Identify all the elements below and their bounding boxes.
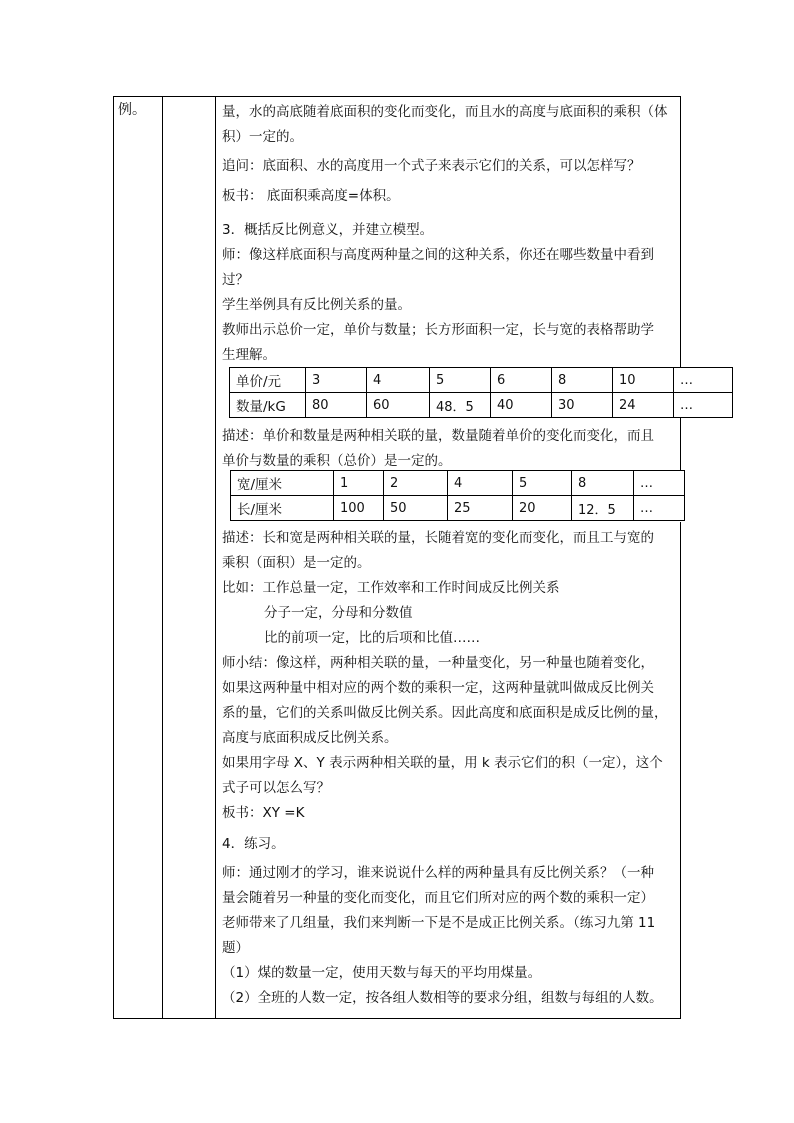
lesson-content-lower [222, 526, 680, 1011]
table-cell: … [634, 496, 685, 521]
table-cell: 2 [384, 471, 448, 496]
table-cell: … [634, 471, 685, 496]
table-border-right [680, 96, 681, 368]
table-cell: 24 [613, 393, 674, 418]
text-line: 高度与底面积成反比例关系。 [222, 730, 398, 746]
text-line: 积）一定的。 [222, 129, 303, 145]
text-line: 描述：长和宽是两种相关联的量，长随着宽的变化而变化，而且工与宽的 [222, 530, 654, 546]
text-line: 师：像这样底面积与高度两种量之间的这种关系，你还在哪些数量中看到 [222, 247, 654, 263]
table-border-bottom [113, 1018, 681, 1019]
exercise-item: （2）全班的人数一定，按各组人数相等的要求分组，组数与每组的人数。 [222, 990, 663, 1006]
text-line: 过？ [222, 272, 249, 288]
text-line: 比如：工作总量一定，工作效率和工作时间成反比例关系 [222, 580, 560, 596]
table-border-right-bottom [680, 522, 681, 1019]
text-line: 题） [222, 940, 249, 956]
table-cell: 12．5 [572, 496, 634, 521]
exercise-item: （1）煤的数量一定，使用天数与每天的平均用煤量。 [222, 965, 542, 981]
table-border-left [113, 96, 114, 1019]
table-row [230, 368, 733, 393]
table-cell: 8 [552, 368, 613, 393]
text-line: 比的前项一定，比的后项和比值…… [264, 630, 480, 646]
lesson-content-upper [222, 100, 680, 368]
table-cell: 80 [306, 393, 367, 418]
text-line: 系的量，它们的关系叫做反比例关系。因此高度和底面积是成反比例的量， [222, 705, 668, 721]
table-cell: 单价/元 [230, 368, 306, 393]
table-cell: 25 [448, 496, 513, 521]
table-cell: 5 [430, 368, 491, 393]
table-cell: 宽/厘米 [231, 471, 334, 496]
table-cell: 100 [334, 496, 384, 521]
text-line: 学生举例具有反比例关系的量。 [222, 297, 411, 313]
lesson-content-middle [222, 424, 680, 474]
width-length-table [230, 470, 685, 521]
text-line: 师：通过刚才的学习，谁来说说什么样的两种量具有反比例关系？（一种 [222, 865, 654, 881]
table-cell: 5 [513, 471, 572, 496]
row-label: 例。 [118, 102, 146, 118]
text-line: 生理解。 [222, 347, 276, 363]
text-line: 如果这两种量中相对应的两个数的乘积一定，这两种量就叫做成反比例关 [222, 680, 654, 696]
table-cell: 10 [613, 368, 674, 393]
table-cell: 40 [491, 393, 552, 418]
table-border-top [113, 96, 681, 97]
text-line: 追问：底面积、水的高度用一个式子来表示它们的关系，可以怎样写？ [222, 158, 641, 174]
text-line: 师小结：像这样，两种相关联的量，一种量变化，另一种量也随着变化， [222, 655, 654, 671]
text-line: 式子可以怎么写？ [222, 780, 330, 796]
table-cell: 长/厘米 [231, 496, 334, 521]
section-heading: 4．练习。 [222, 836, 285, 852]
table-row [231, 471, 685, 496]
table-cell: 50 [384, 496, 448, 521]
text-line: 老师带来了几组量，我们来判断一下是不是成正比例关系。（练习九第 11 [222, 915, 656, 931]
text-line: 板书： 底面积乘高度=体积。 [222, 188, 400, 204]
text-line: 分子一定，分母和分数值 [264, 605, 413, 621]
table-border-right-lower [680, 418, 681, 470]
text-line: 单价与数量的乘积（总价）是一定的。 [222, 453, 452, 469]
text-line: 量，水的高底随着底面积的变化而变化，而且水的高度与底面积的乘积（体 [222, 104, 668, 120]
table-cell: 60 [367, 393, 430, 418]
table-cell: 3 [306, 368, 367, 393]
text-line: 板书：XY =K [222, 805, 305, 821]
table-cell: 20 [513, 496, 572, 521]
text-line: 量会随着另一种量的变化而变化，而且它们所对应的两个数的乘积一定） [222, 890, 654, 906]
table-cell: … [674, 393, 733, 418]
table-row [231, 496, 685, 521]
table-cell: 数量/kG [230, 393, 306, 418]
price-quantity-table [229, 367, 733, 418]
table-cell: 1 [334, 471, 384, 496]
table-cell: 4 [448, 471, 513, 496]
table-border-col2 [215, 96, 216, 1019]
table-cell: 6 [491, 368, 552, 393]
table-row [230, 393, 733, 418]
table-cell: 30 [552, 393, 613, 418]
table-cell: 48．5 [430, 393, 491, 418]
table-cell: 8 [572, 471, 634, 496]
text-line: 教师出示总价一定，单价与数量；长方形面积一定，长与宽的表格帮助学 [222, 322, 654, 338]
table-border-col1 [162, 96, 163, 1019]
text-line: 乘积（面积）是一定的。 [222, 555, 371, 571]
text-line: 如果用字母 X、Y 表示两种相关联的量，用 k 表示它们的积（一定），这个 [222, 755, 663, 771]
table-cell: 4 [367, 368, 430, 393]
table-cell: … [674, 368, 733, 393]
text-line: 描述：单价和数量是两种相关联的量，数量随着单价的变化而变化，而且 [222, 428, 654, 444]
section-heading: 3．概括反比例意义，并建立模型。 [222, 222, 434, 238]
